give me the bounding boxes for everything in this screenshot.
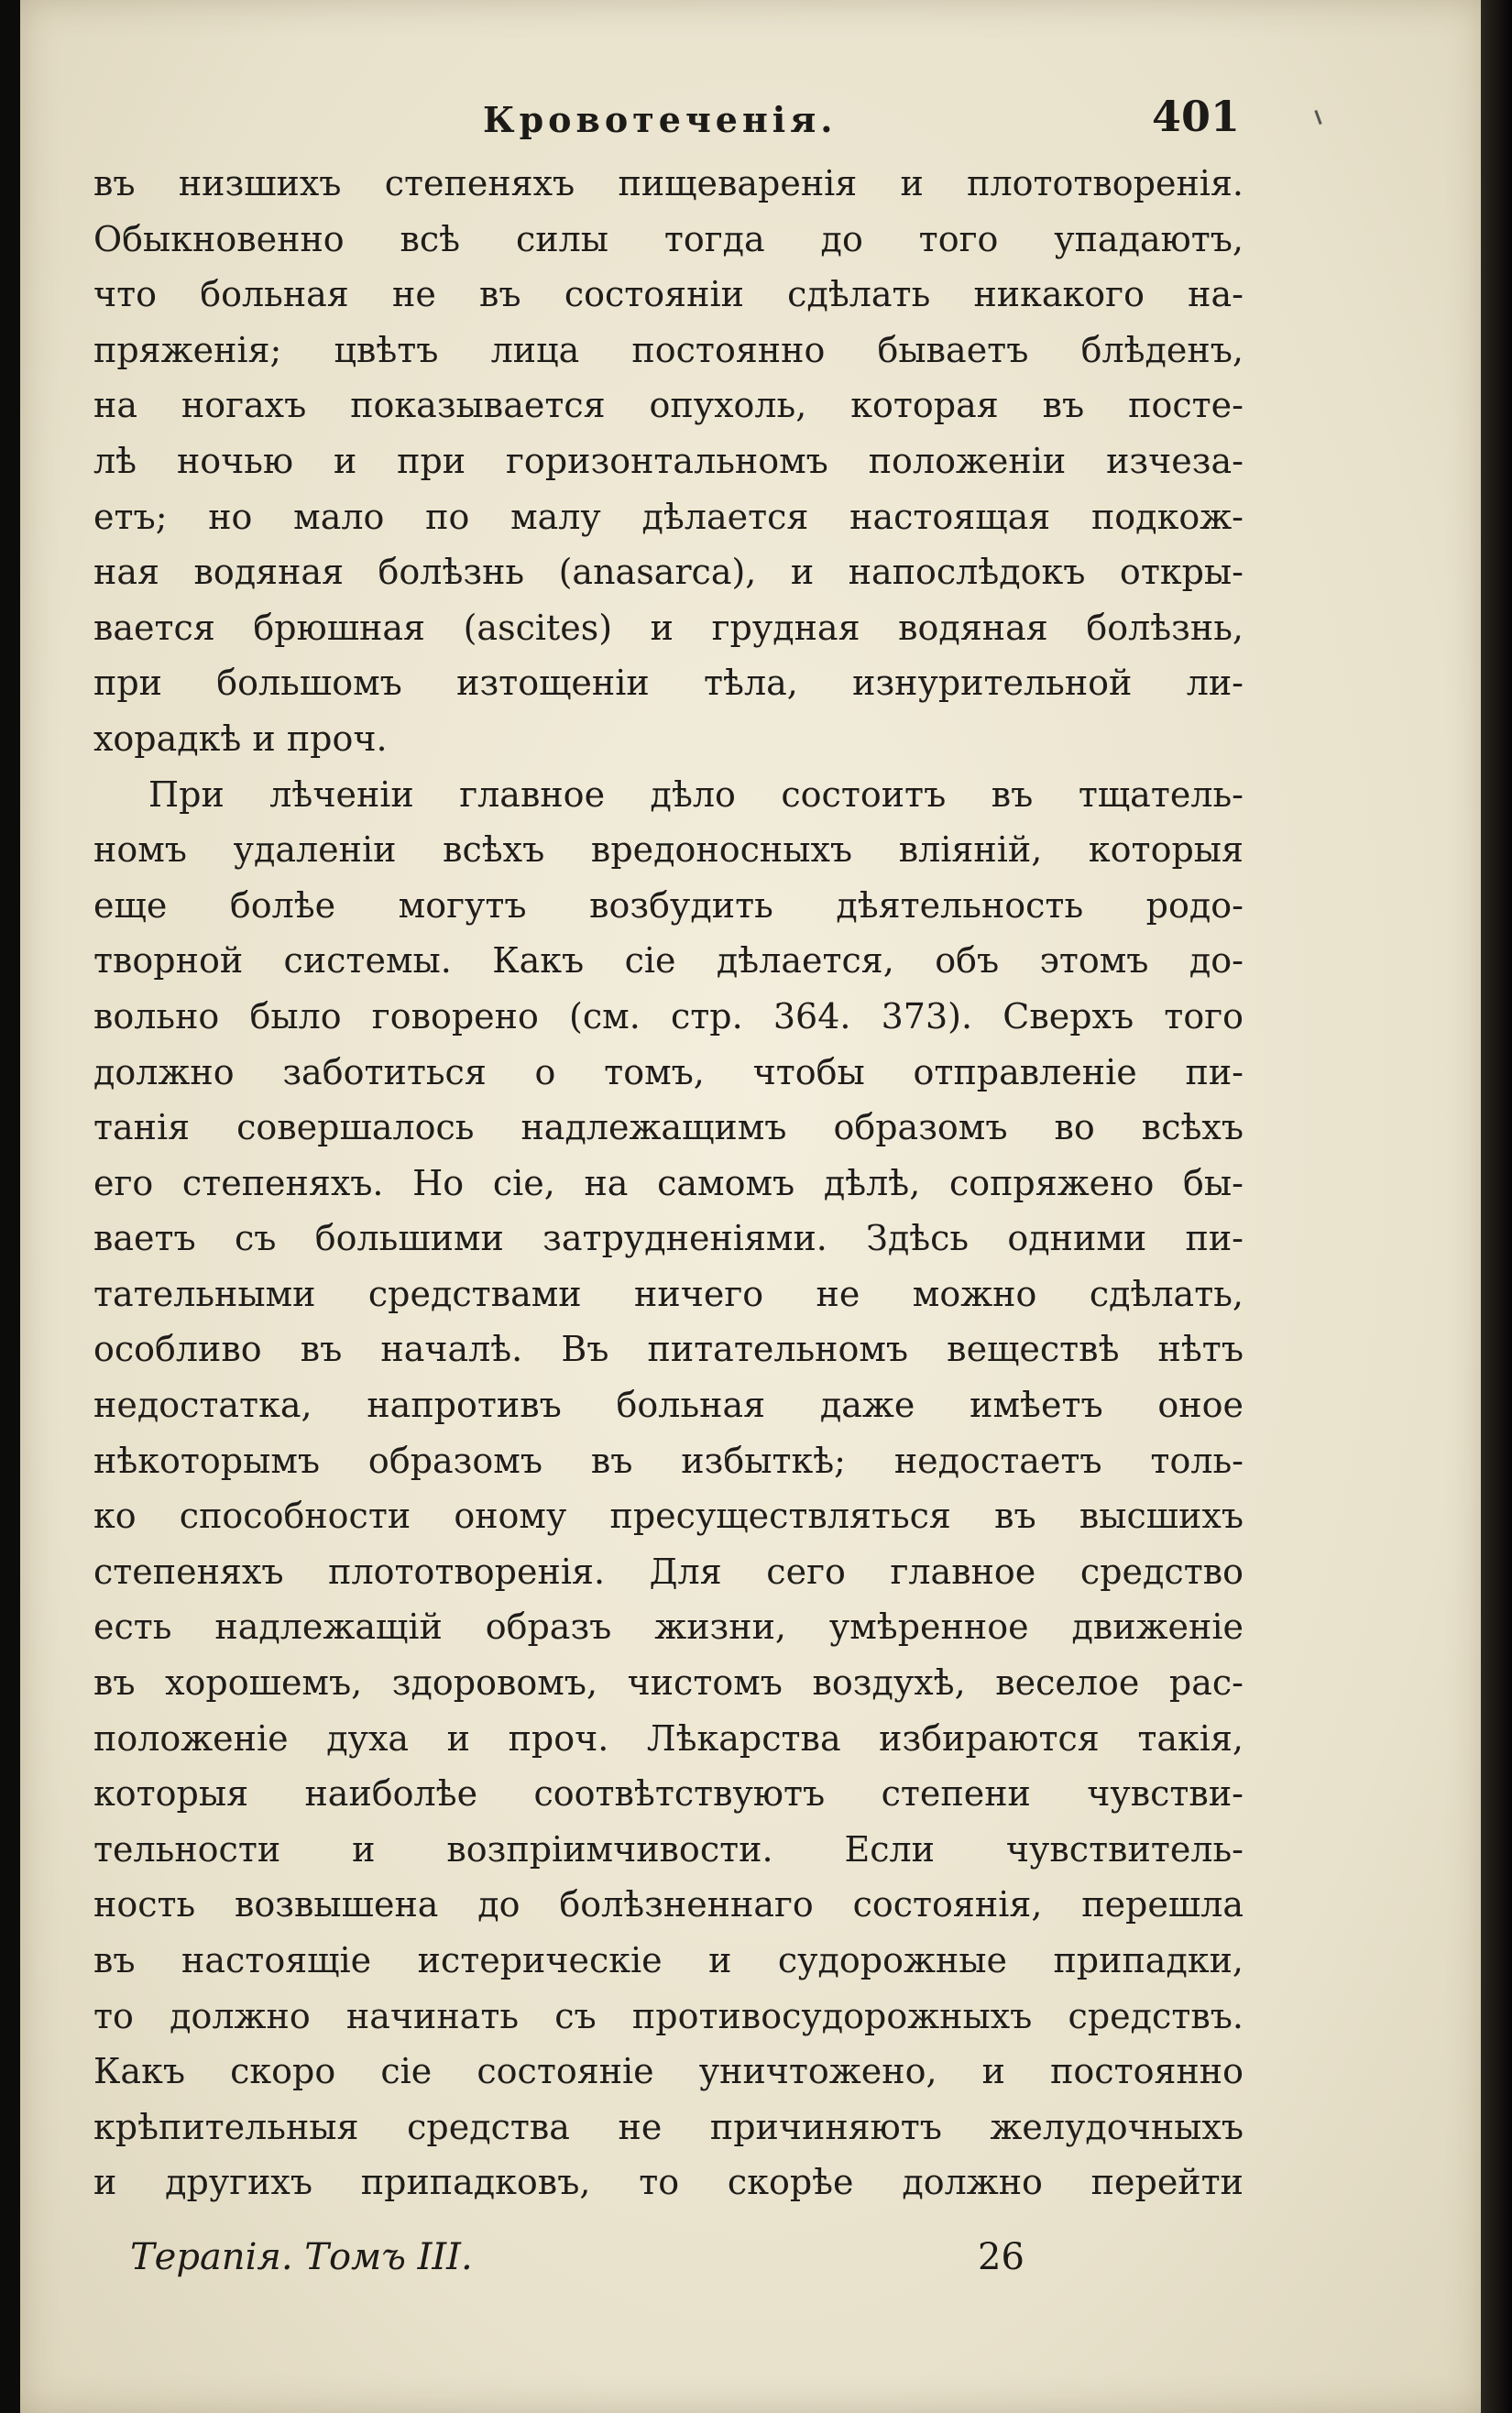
running-head (20, 92, 1485, 156)
margin-tick-mark (1314, 110, 1321, 125)
text-line: крѣпительныя средства не причиняютъ желудочныхъ (93, 2106, 1244, 2147)
text-line: ность возвышена до болѣзненнаго состоянія, перешла (93, 1884, 1244, 1925)
book-page (20, 0, 1485, 2413)
text-line: ная водяная болѣзнь (anasarca), и напослѣдокъ откры- (93, 552, 1244, 593)
text-line: ваетъ съ большими затрудненіями. Здѣсь одними пи- (93, 1218, 1244, 1259)
text-line: въ настоящіе истерическіе и судорожные припадки, (93, 1940, 1244, 1980)
text-line: въ низшихъ степеняхъ пищеваренія и плототворенія. (93, 163, 1244, 203)
text-line: на ногахъ показывается опухоль, которая въ посте- (93, 385, 1244, 426)
text-line: его степеняхъ. Но сіе, на самомъ дѣлѣ, сопряжено бы- (93, 1162, 1244, 1203)
text-line: тельности и возпріимчивости. Если чувствитель- (93, 1828, 1244, 1870)
text-line: нѣкоторымъ образомъ въ избыткѣ; недостаетъ толь- (93, 1440, 1244, 1481)
text-line: что больная не въ состояніи сдѣлать никакого на- (93, 274, 1244, 315)
text-line: недостатка, напротивъ больная даже имѣетъ оное (93, 1385, 1244, 1426)
text-line: ко способности оному пресуществляться въ высшихъ (93, 1496, 1244, 1537)
text-line: етъ; но мало по малу дѣлается настоящая подкож- (93, 496, 1244, 537)
signature-mark: Терапія. Томъ III. (130, 2236, 473, 2278)
text-line: есть надлежащій образъ жизни, умѣренное движеніе (93, 1607, 1244, 1648)
text-line: пряженія; цвѣтъ лица постоянно бываетъ блѣденъ, (93, 329, 1244, 370)
running-title: Кровотеченія. (483, 99, 838, 140)
text-line: хорадкѣ и проч. (93, 718, 388, 759)
text-line: положеніе духа и проч. Лѣкарства избираются такія, (93, 1717, 1244, 1759)
body-text (93, 156, 1244, 2210)
text-line: творной системы. Какъ сіе дѣлается, объ этомъ до- (93, 940, 1244, 982)
text-line: вольно было говорено (см. стр. 364. 373). Сверхъ того (93, 995, 1244, 1036)
text-line: лѣ ночью и при горизонтальномъ положеніи изчеза- (93, 440, 1244, 481)
text-line: танія совершалось надлежащимъ образомъ во всѣхъ (93, 1107, 1244, 1148)
text-line: въ хорошемъ, здоровомъ, чистомъ воздухѣ, веселое рас- (93, 1662, 1244, 1704)
text-line: и другихъ припадковъ, то скорѣе должно перейти (93, 2162, 1244, 2203)
signature-number: 26 (978, 2236, 1024, 2278)
text-line: должно заботиться о томъ, чтобы отправленіе пи- (93, 1051, 1244, 1092)
text-line: еще болѣе могутъ возбудить дѣятельность родо- (93, 884, 1244, 926)
text-line: Обыкновенно всѣ силы тогда до того упадаютъ, (93, 218, 1244, 259)
text-line: тательными средствами ничего не можно сдѣлать, (93, 1273, 1244, 1314)
text-line: Какъ скоро сіе состояніе уничтожено, и постоянно (93, 2051, 1244, 2092)
text-line: при большомъ изтощеніи тѣла, изнурительной ли- (93, 663, 1244, 704)
text-line: вается брюшная (ascites) и грудная водяная болѣзнь, (93, 607, 1244, 648)
text-line: степеняхъ плототворенія. Для сего главное средство (93, 1551, 1244, 1592)
page-number: 401 (1152, 92, 1241, 141)
page-footer (20, 2236, 1485, 2300)
text-line: которыя наиболѣе соотвѣтствуютъ степени чувстви- (93, 1773, 1244, 1815)
text-line: то должно начинать съ противосудорожныхъ средствъ. (93, 1995, 1244, 2036)
text-line: номъ удаленіи всѣхъ вредоносныхъ вліяній, которыя (93, 829, 1244, 871)
text-line: особливо въ началѣ. Въ питательномъ веществѣ нѣтъ (93, 1329, 1244, 1370)
book-spine-shadow (1481, 0, 1512, 2413)
text-line: При лѣченіи главное дѣло состоитъ въ тщатель- (148, 773, 1244, 815)
